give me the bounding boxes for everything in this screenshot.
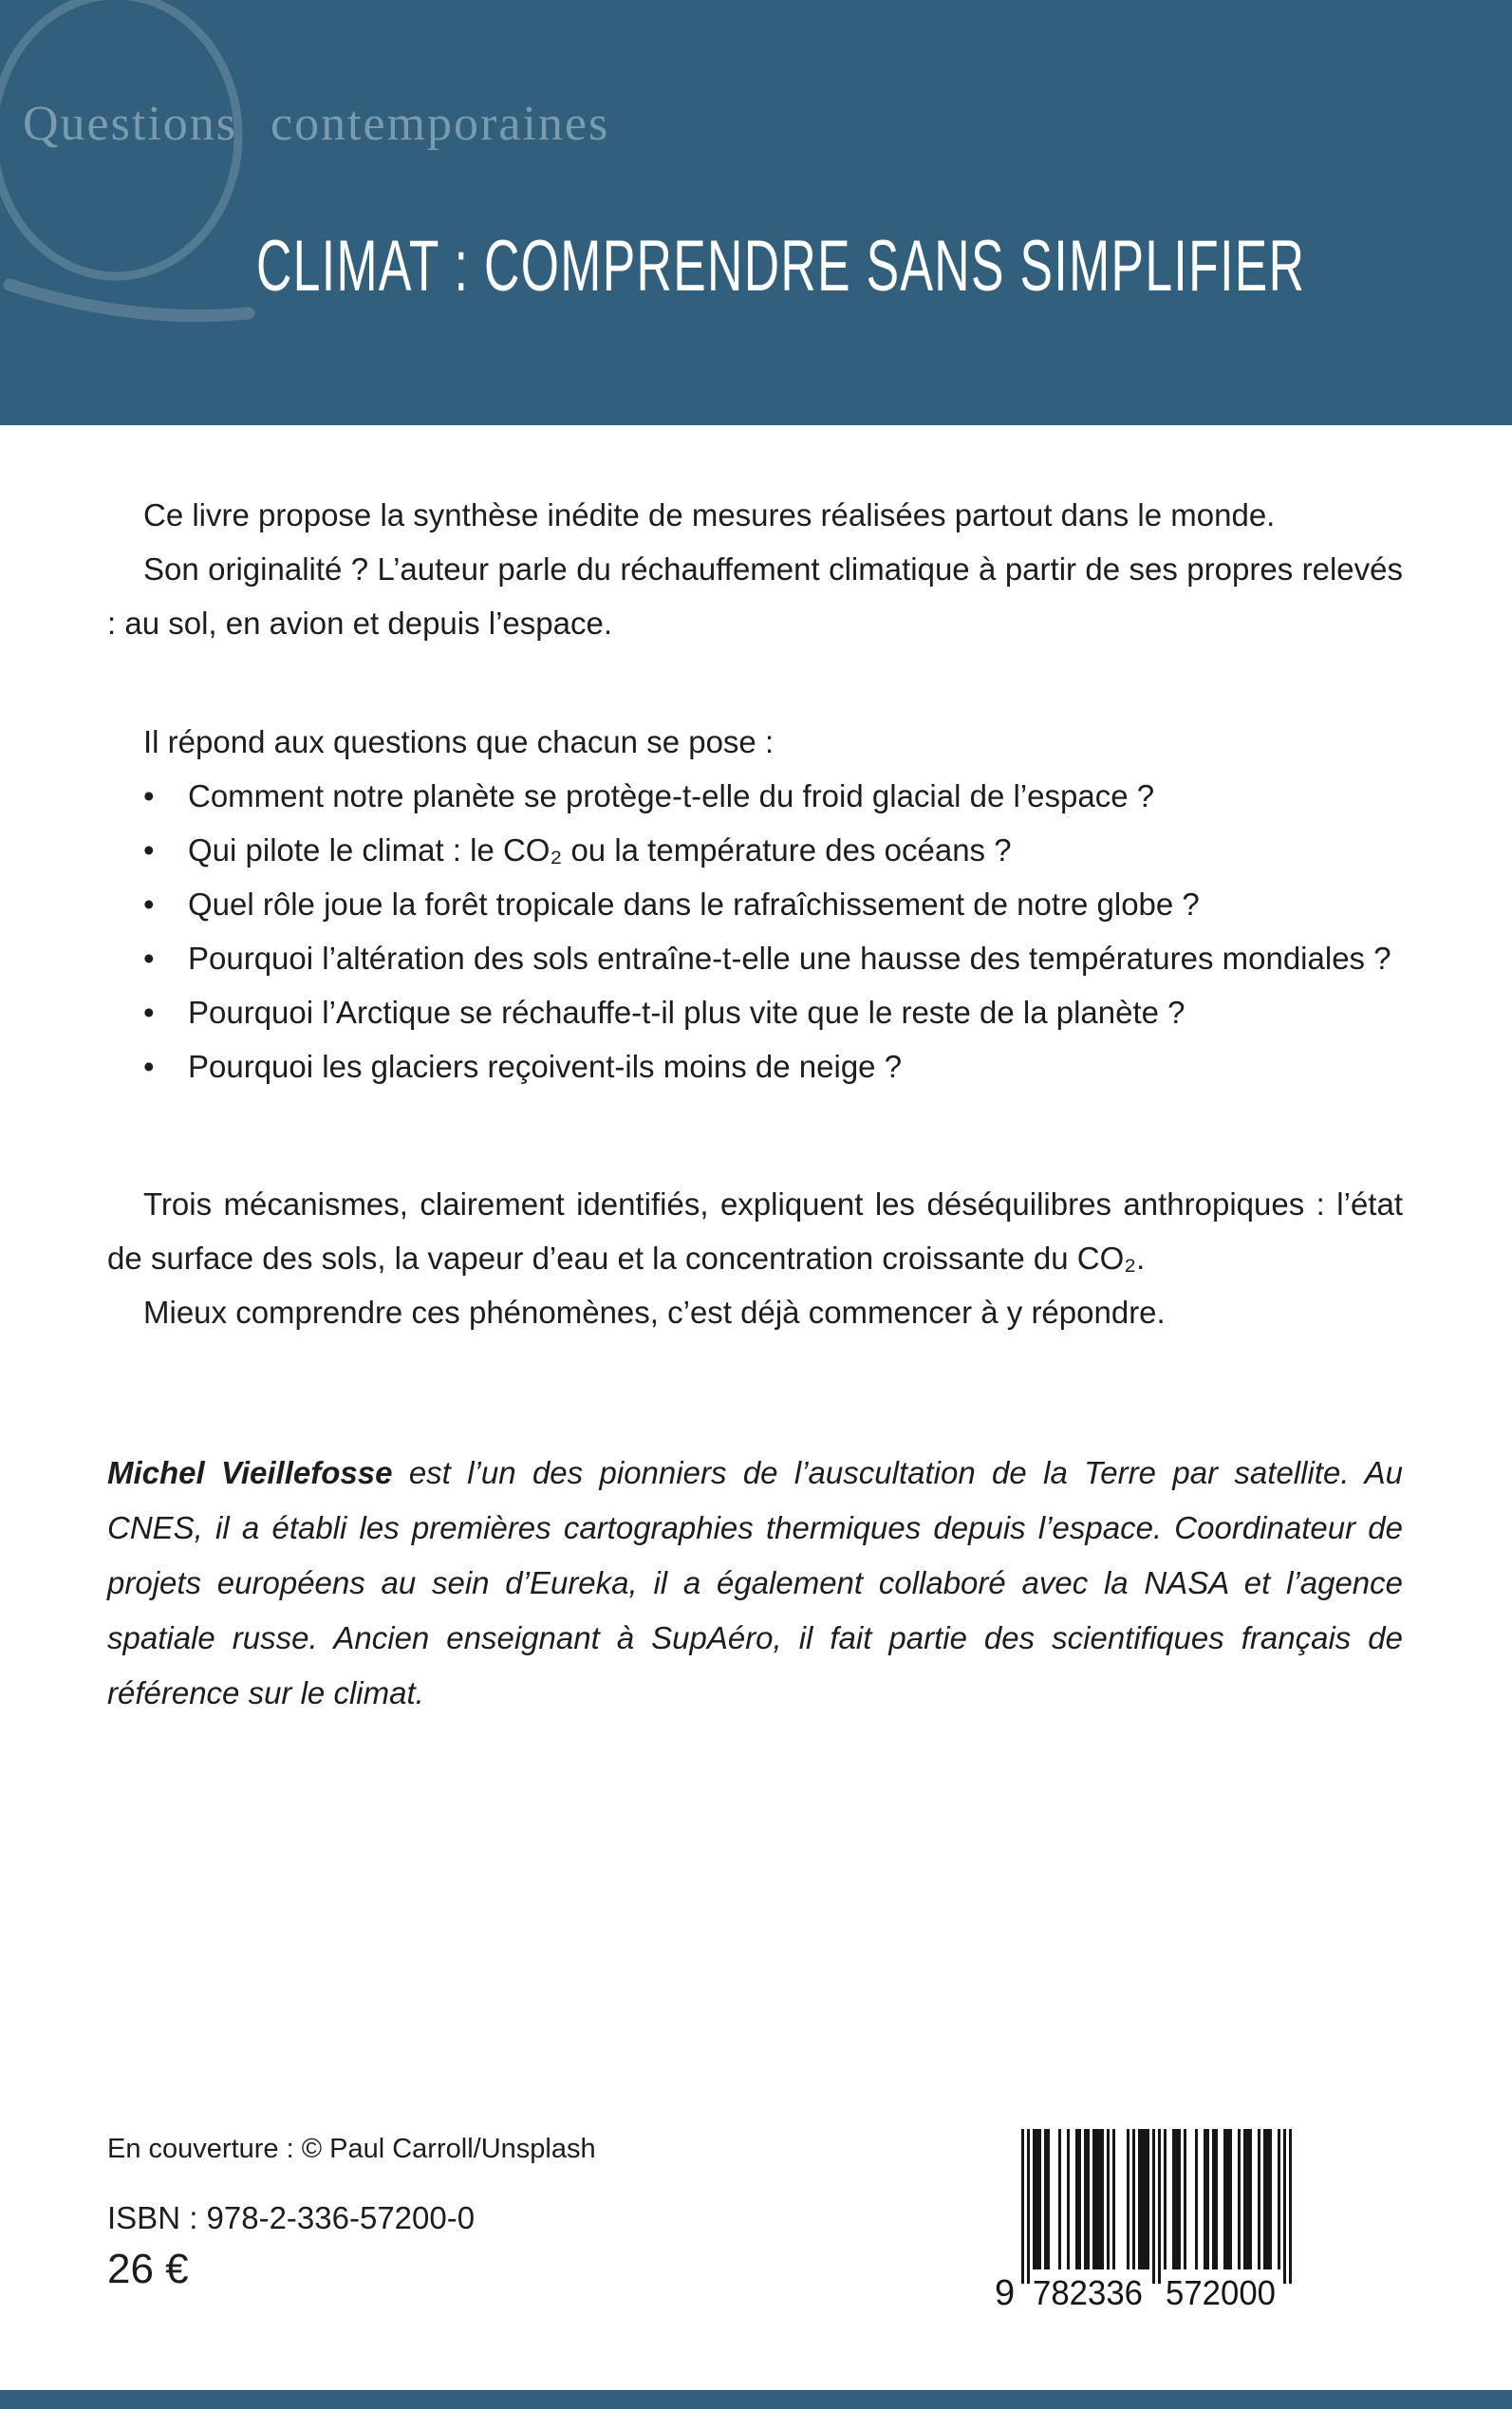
question-text: Pourquoi les glaciers reçoivent-ils moins de neige ? (188, 1049, 903, 1084)
question-item (107, 823, 1403, 877)
question-text: Pourquoi l’Arctique se réchauffe-t-il plus vite que le reste de la planète ? (188, 995, 1185, 1030)
question-item (107, 769, 1403, 823)
synopsis-paragraph-1: Ce livre propose la synthèse inédite de mesures réalisées partout dans le monde. (143, 497, 1276, 532)
question-item (107, 1039, 1403, 1093)
synopsis-paragraph-2: Son originalité ? L’auteur parle du réchauffement climatique à partir de ses propres relevés : au sol, en avion et depuis l’espace. (107, 551, 1403, 641)
cover-credit: En couverture : © Paul Carroll/Unsplash (107, 2134, 596, 2164)
bullet-icon: • (143, 995, 155, 1030)
bullet-icon: • (143, 832, 155, 868)
synopsis-paragraph-3: Trois mécanismes, clairement identifiés, expliquent les déséquilibres anthropiques : l’état de surface des sols, la vapeur d’eau et la concentration croissante du CO₂. (107, 1186, 1403, 1276)
question-item (107, 877, 1403, 931)
question-item (107, 985, 1403, 1039)
header-band (0, 0, 1512, 425)
author-bio-text: est l’un des pionniers de l’auscultation de la Terre par satellite. Au CNES, il a établi les premières cartographies thermiques depuis l’espace. Coordinateur de projets européens au sein d’Eureka, il a également collaboré avec la NASA et l’agence spatiale russe. Ancien enseignant à SupAéro, il fait partie des scientifiques français de référence sur le climat. (107, 1455, 1403, 1710)
question-text: Qui pilote le climat : le CO₂ ou la température des océans ? (188, 832, 1012, 868)
synopsis-paragraph-4: Mieux comprendre ces phénomènes, c’est déjà commencer à y répondre. (143, 1295, 1166, 1330)
collection-name: Questions contemporaines (23, 97, 610, 151)
question-text: Pourquoi l’altération des sols entraîne-t-elle une hausse des températures mondiales ? (188, 941, 1391, 976)
questions-intro: Il répond aux questions que chacun se pose : (143, 724, 775, 759)
svg-text:572000: 572000 (1166, 2273, 1276, 2312)
synopsis (107, 488, 1403, 1721)
bullet-icon: • (143, 1049, 155, 1084)
isbn-label: ISBN : 978-2-336-57200-0 (107, 2200, 476, 2235)
questions-list (107, 769, 1403, 1093)
bullet-icon: • (143, 887, 155, 922)
bullet-icon: • (143, 941, 155, 976)
collection-logo-q-icon (0, 0, 285, 351)
svg-text:782336: 782336 (1033, 2273, 1143, 2312)
book-title: CLIMAT : COMPRENDRE SANS SIMPLIFIER (256, 225, 1306, 307)
price-label: 26 € (107, 2246, 189, 2292)
footer-band (0, 2390, 1512, 2409)
author-name: Michel Vieillefosse (107, 1455, 393, 1490)
bullet-icon: • (143, 778, 155, 813)
question-item (107, 931, 1403, 985)
author-bio-paragraph (107, 1446, 1403, 1721)
svg-text:9: 9 (995, 2273, 1016, 2313)
question-text: Comment notre planète se protège-t-elle du froid glacial de l’espace ? (188, 778, 1155, 813)
question-text: Quel rôle joue la forêt tropicale dans le rafraîchissement de notre globe ? (188, 887, 1200, 922)
barcode-ean13 (993, 2129, 1316, 2314)
author-bio (107, 1446, 1403, 1721)
